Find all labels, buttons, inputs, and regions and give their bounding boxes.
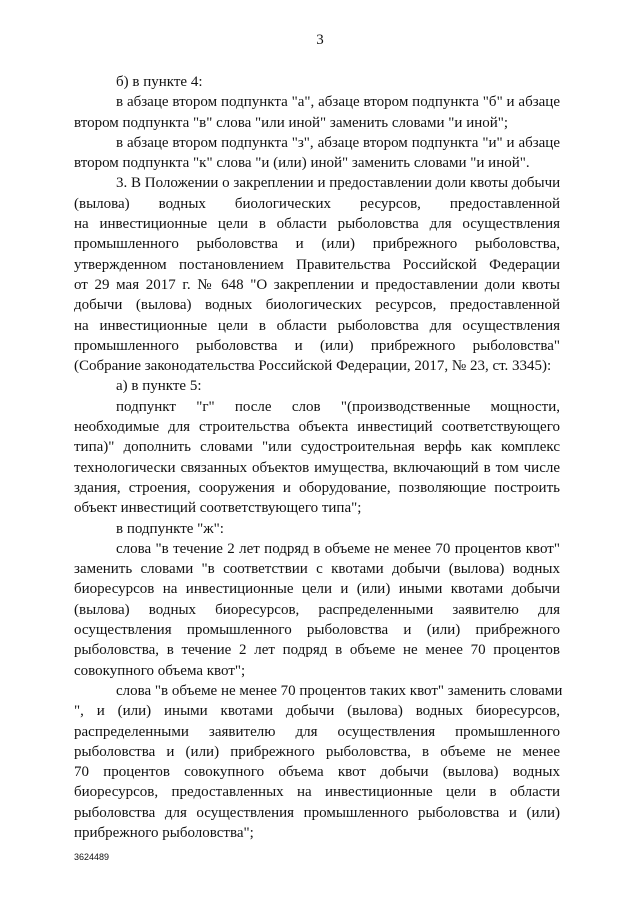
text-line: б) в пункте 4: (116, 74, 203, 90)
text-line: технологически связанных объектов имущества, включающий в том числе (74, 459, 560, 476)
text-line: втором подпункта "в" слова "или иной" заменить словами "и иной"; (74, 114, 509, 131)
text-line: биоресурсов на инвестиционные цели и (или) иными квотами добычи (74, 581, 560, 598)
document-id: 3624489 (74, 852, 110, 862)
text-line: совокупного объема квот"; (74, 662, 246, 679)
text-line: 3. В Положении о закреплении и предоставлении доли квоты добычи (116, 175, 561, 192)
text-line: осуществления промышленного рыболовства и (или) прибрежного (74, 622, 560, 639)
text-line: (вылова) водных биоресурсов, распределенными заявителю для (74, 601, 560, 618)
text-line: (Собрание законодательства Российской Федерации, 2017, № 23, ст. 3345): (74, 358, 552, 375)
text-line: (вылова) водных биологических ресурсов, предоставленной (74, 195, 560, 212)
text-line: 70 процентов совокупного объема квот добычи (вылова) водных (74, 764, 560, 781)
text-line: на инвестиционные цели в области рыболовства для осуществления (74, 317, 560, 334)
text-line: рыболовства, в течение 2 лет подряд в объеме не менее 70 процентов (74, 642, 560, 659)
text-line: в абзаце втором подпункта "а", абзаце втором подпункта "б" и абзаце (116, 94, 560, 111)
text-line: в абзаце втором подпункта "з", абзаце втором подпункта "и" и абзаце (116, 134, 560, 151)
text-line: на инвестиционные цели в области рыболовства для осуществления (74, 216, 560, 233)
text-line: в подпункте "ж": (116, 520, 224, 537)
text-line: объект инвестиций соответствующего типа"; (74, 500, 362, 517)
text-line: слова "в течение 2 лет подряд в объеме не менее 70 процентов квот" (116, 540, 560, 557)
text-line: промышленного рыболовства и (или) прибрежного рыболовства" (74, 337, 560, 354)
text-line: слова "в объеме не менее 70 процентов таких квот" заменить словами (116, 682, 563, 699)
text-line: подпункт "г" после слов "(производственные мощности, (116, 398, 560, 415)
text-line: а) в пункте 5: (116, 378, 202, 395)
text-line: от 29 мая 2017 г. № 648 "О закреплении и предоставлении доли квоты (74, 276, 560, 293)
text-line: промышленного рыболовства и (или) прибрежного рыболовства, (74, 236, 560, 253)
page-number: 3 (316, 32, 324, 48)
text-line: добычи (вылова) водных биологических ресурсов, предоставленной (74, 297, 560, 314)
text-line: здания, строения, сооружения и оборудование, позволяющие построить (74, 479, 560, 496)
document-body (74, 72, 563, 843)
text-line: биоресурсов, предоставленных на инвестиционные цели в области (74, 784, 560, 801)
text-line: рыболовства для осуществления промышленного рыболовства и (или) (74, 804, 560, 821)
text-line: втором подпункта "к" слова "и (или) иной" заменить словами "и иной". (74, 155, 530, 172)
text-line: прибрежного рыболовства"; (74, 824, 254, 841)
text-line: необходимые для строительства объекта инвестиций соответствующего (74, 419, 560, 436)
text-line: рыболовства и (или) прибрежного рыболовства, в объеме не менее (74, 743, 560, 760)
text-line: распределенными заявителю для осуществления промышленного (74, 723, 560, 740)
text-line: заменить словами "в соответствии с квотами добычи (вылова) водных (74, 561, 560, 578)
text-line: утвержденном постановлением Правительства Российской Федерации (74, 256, 560, 273)
text-line: типа)" дополнить словами "или судостроительная верфь как комплекс (74, 439, 560, 456)
text-line: ", и (или) иными квотами добычи (вылова) водных биоресурсов, (74, 703, 560, 720)
